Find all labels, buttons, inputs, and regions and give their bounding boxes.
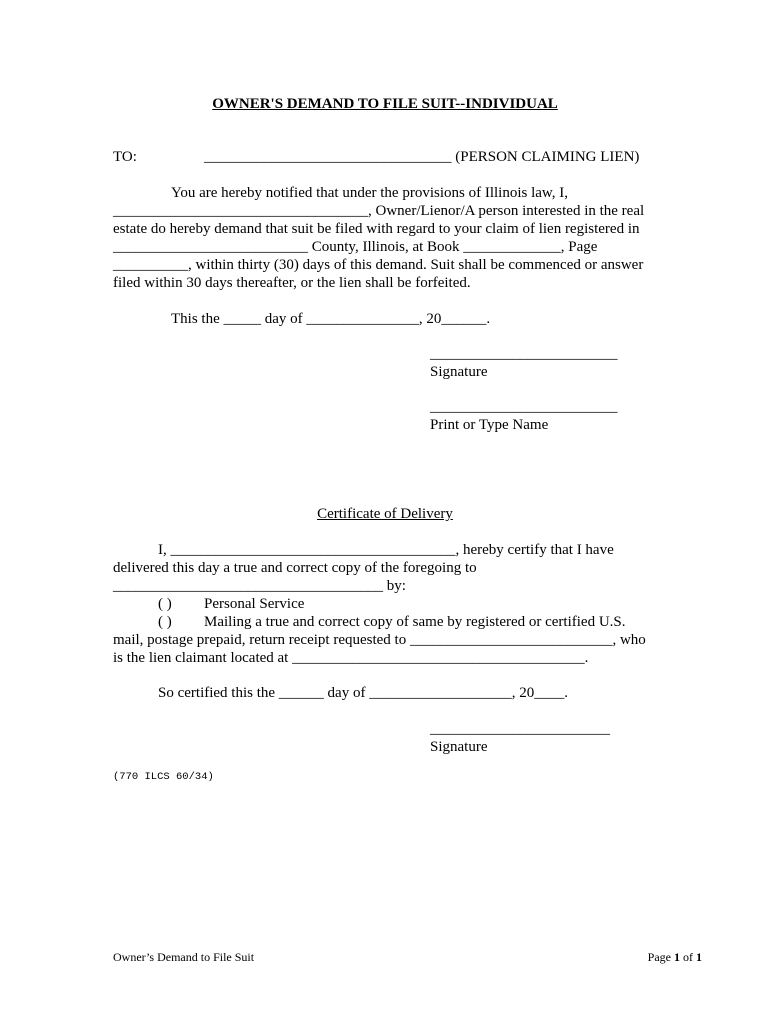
footer-page-number <box>648 948 702 966</box>
print-name-rule: _________________________ <box>430 399 618 415</box>
notice-line-5: __________, within thirty (30) days of this demand. Suit shall be commenced or answer <box>113 257 644 273</box>
notice-line-3: estate do hereby demand that suit be filed with regard to your claim of lien registered in <box>113 221 640 237</box>
notice-line-6: filed within 30 days thereafter, or the lien shall be forfeited. <box>113 275 471 291</box>
to-label: TO: <box>113 149 137 165</box>
signature-rule: _________________________ <box>430 346 618 362</box>
signature-label: Signature <box>430 364 488 380</box>
personal-service-label: Personal Service <box>204 596 305 612</box>
certificate-line-3: ____________________________________ by: <box>113 578 406 594</box>
page-current: 1 <box>674 950 680 964</box>
certificate-signature-rule: ________________________ <box>430 721 610 737</box>
page-of: of <box>680 950 696 964</box>
print-name-label: Print or Type Name <box>430 417 549 433</box>
certificate-signature-label: Signature <box>430 739 488 755</box>
notice-line-1: You are hereby notified that under the provisions of Illinois law, I, <box>171 185 569 201</box>
page-total: 1 <box>696 950 702 964</box>
personal-service-checkbox: ( ) <box>158 596 172 612</box>
certificate-title: Certificate of Delivery <box>317 506 453 522</box>
to-person-line: _________________________________ (PERSON CLAIMING LIEN) <box>204 149 640 165</box>
certificate-line-1: I, ______________________________________, hereby certify that I have <box>158 542 614 558</box>
date-line: This the _____ day of _______________, 20______. <box>171 311 491 327</box>
notice-line-2: __________________________________, Owner/Lienor/A person interested in the real <box>113 203 645 219</box>
statute-reference: (770 ILCS 60/34) <box>113 771 214 783</box>
page-prefix: Page <box>647 950 674 964</box>
certified-date-line: So certified this the ______ day of ___________________, 20____. <box>158 685 568 701</box>
notice-line-4: __________________________ County, Illinois, at Book _____________, Page <box>113 239 598 255</box>
mailing-checkbox: ( ) <box>158 614 172 630</box>
document-title: OWNER'S DEMAND TO FILE SUIT--INDIVIDUAL <box>212 96 558 112</box>
certificate-line-2: delivered this day a true and correct copy of the foregoing to <box>113 560 477 576</box>
mailing-label: Mailing a true and correct copy of same by registered or certified U.S. <box>204 614 626 630</box>
mail-line-2: is the lien claimant located at _______________________________________. <box>113 650 589 666</box>
mail-line-1: mail, postage prepaid, return receipt requested to ___________________________, who <box>113 632 646 648</box>
footer-document-name: Owner’s Demand to File Suit <box>113 950 255 964</box>
